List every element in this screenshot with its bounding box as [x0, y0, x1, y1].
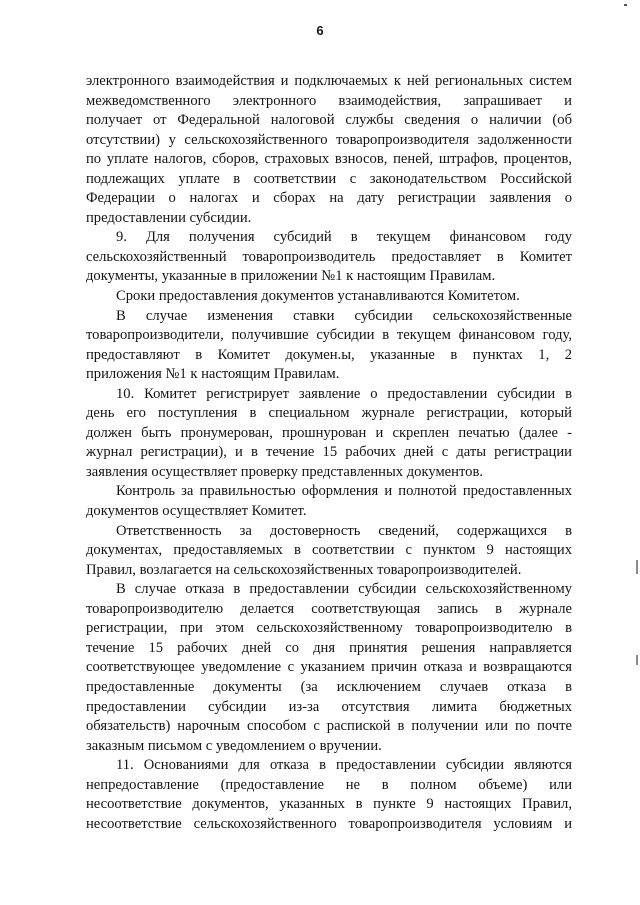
- text-line: обязательств) нарочным способом с распиской в получении или по почте: [86, 718, 572, 735]
- text-line: предоставленные документы (за исключением случаев отказа в: [86, 678, 572, 695]
- text-line: документов осуществляет Комитет.: [86, 503, 307, 520]
- text-line: заявления осуществляет проверку представленных документов.: [86, 463, 483, 480]
- text-line: 10. Комитет регистрирует заявление о предоставлении субсидии в: [116, 385, 572, 402]
- text-line: соответствующее уведомление с указанием причин отказа и возвращаются: [86, 659, 572, 676]
- text-line: предоставляют в Комитет докумен.ы, указанные в пунктах 1, 2: [86, 346, 572, 363]
- paragraph-p-10-refusal: [86, 580, 572, 756]
- text-line: 9. Для получения субсидий в текущем финансовом году: [116, 229, 572, 246]
- text-line: Правил, возлагается на сельскохозяйственных товаропроизводителей.: [86, 561, 522, 578]
- text-line: документах, предоставляемых в соответствии с пунктом 9 настоящих: [86, 542, 572, 559]
- text-line: межведомственного электронного взаимодействия, запрашивает и: [86, 92, 572, 109]
- text-line: Сроки предоставления документов устанавливаются Комитетом.: [116, 288, 520, 305]
- text-line: непредоставление (предоставление не в полном объеме) или: [86, 776, 572, 793]
- document-body: [86, 72, 572, 834]
- scan-edge-mark: [636, 560, 638, 574]
- text-line: документы, указанные в приложении №1 к настоящим Правилам.: [86, 268, 496, 285]
- text-line: отсутствии) у сельскохозяйственного товаропроизводителя задолженности: [86, 131, 572, 148]
- paragraph-p-10-responsibility: [86, 522, 572, 581]
- text-line: подлежащих уплате в соответствии с законодательством Российской: [86, 170, 572, 187]
- text-line: товаропроизводители, получившие субсидии в текущем финансовом году,: [86, 327, 572, 344]
- text-line: предоставлении субсидии из-за отсутствия лимита бюджетных: [86, 698, 572, 715]
- scan-speck: [624, 4, 627, 6]
- text-line: по уплате налогов, сборов, страховых взносов, пеней, штрафов, процентов,: [86, 151, 572, 168]
- paragraph-p-9-rate: [86, 307, 572, 385]
- text-line: течение 15 рабочих дней со дня принятия решения направляется: [86, 639, 572, 656]
- text-line: сельскохозяйственный товаропроизводитель предоставляет в Комитет: [86, 248, 572, 265]
- text-line: регистрации, при этом сельскохозяйственному товаропроизводителю в: [86, 620, 572, 637]
- text-line: В случае отказа в предоставлении субсидии сельскохозяйственному: [116, 581, 572, 598]
- paragraph-p-continuation: [86, 72, 572, 228]
- text-line: получает от Федеральной налоговой службы сведения о наличии (об: [86, 112, 572, 129]
- page-number: 6: [316, 23, 324, 38]
- text-line: заказным письмом с уведомлением о вручении.: [86, 737, 382, 754]
- text-line: должен быть пронумерован, прошнурован и скреплен печатью (далее -: [86, 424, 572, 441]
- text-line: Ответственность за достоверность сведений, содержащихся в: [116, 522, 572, 539]
- paragraph-p-9-terms: [86, 287, 572, 307]
- text-line: несоответствие документов, указанных в пункте 9 настоящих Правил,: [86, 796, 572, 813]
- text-line: день его поступления в специальном журнале регистрации, который: [86, 405, 572, 422]
- paragraph-p-10-control: [86, 482, 572, 521]
- text-line: электронного взаимодействия и подключаемых к ней региональных систем: [86, 73, 572, 89]
- text-line: 11. Основаниями для отказа в предоставлении субсидии являются: [116, 757, 572, 774]
- text-line: Контроль за правильностью оформления и полнотой предоставленных: [116, 483, 572, 500]
- text-line: несоответствие сельскохозяйственного товаропроизводителя условиям и: [86, 815, 572, 832]
- paragraph-p-9: [86, 228, 572, 287]
- text-line: товаропроизводителю делается соответствующая запись в журнале: [86, 600, 572, 617]
- text-line: В случае изменения ставки субсидии сельскохозяйственные: [116, 307, 572, 324]
- text-line: журнал регистрации), и в течение 15 рабочих дней с даты регистрации: [86, 444, 572, 461]
- scan-edge-mark: [636, 655, 638, 665]
- text-line: предоставлении субсидии.: [86, 209, 252, 226]
- paragraph-p-10: [86, 385, 572, 483]
- text-line: Федерации о налогах и сборах на дату регистрации заявления о: [86, 190, 572, 207]
- paragraph-p-11: [86, 756, 572, 834]
- text-line: приложения №1 к настоящим Правилам.: [86, 366, 340, 383]
